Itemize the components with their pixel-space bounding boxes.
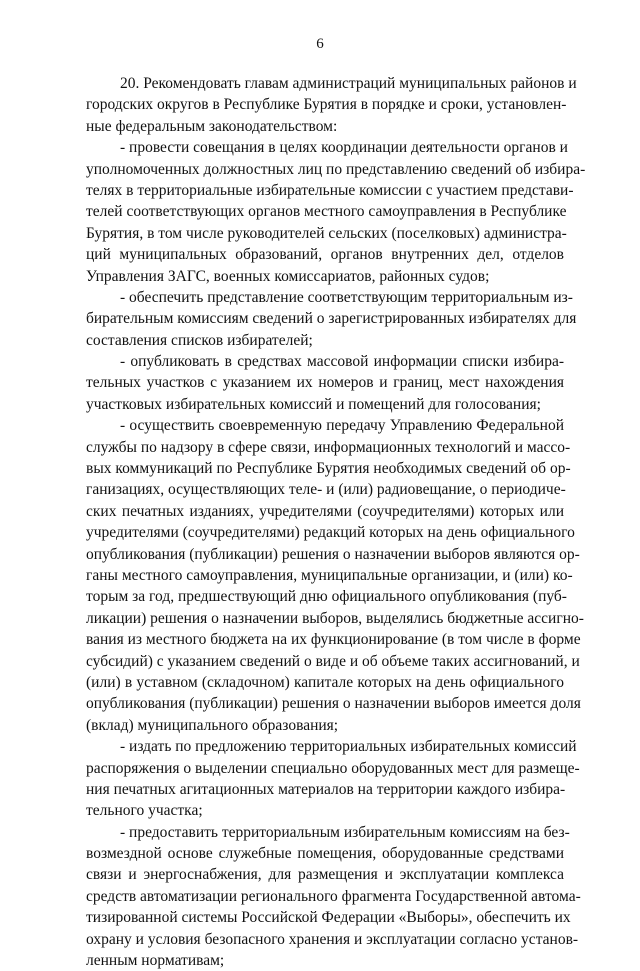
text-line: ганизациях, осуществляющих теле- и (или) радиовещание, о периодиче-	[86, 481, 566, 499]
text-line: распоряжения о выделении специально оборудованных мест для размеще-	[86, 759, 580, 777]
text-line: - предоставить территориальным избирательным комиссиям на без-	[120, 823, 570, 841]
text-line: тельного участка;	[86, 802, 203, 820]
text-line: - издать по предложению территориальных избирательных комиссий	[120, 738, 577, 756]
text-line: ликации) решения о назначении выборов, выделялись бюджетные ассигно-	[86, 609, 584, 627]
text-line: Бурятия, в том числе руководителей сельских (поселковых) администра-	[86, 224, 567, 242]
text-line: тизированной системы Российской Федерации «Выборы», обеспечить их	[86, 909, 571, 927]
text-line: Управления ЗАГС, военных комиссариатов, районных судов;	[86, 267, 490, 285]
page-number: 6	[316, 36, 324, 52]
text-line: (или) в уставном (складочном) капитале которых на день официального	[86, 673, 564, 691]
text-line: городских округов в Республике Бурятия в порядке и сроки, установлен-	[86, 96, 567, 114]
text-line: - обеспечить представление соответствующим территориальным из-	[120, 288, 573, 306]
text-line: 20. Рекомендовать главам администраций муниципальных районов и	[120, 75, 577, 92]
text-line: (вклад) муниципального образования;	[86, 716, 339, 734]
document-body	[86, 73, 586, 971]
text-line: вых коммуникаций по Республике Бурятия необходимых сведений об ор-	[86, 460, 571, 478]
text-line: - провести совещания в целях координации деятельности органов и	[120, 139, 568, 157]
text-line: субсидий) с указанием сведений о виде и об объеме таких ассигнований, и	[86, 652, 580, 670]
text-line: ные федеральным законодательством:	[86, 117, 338, 135]
text-line: телях в территориальные избирательные комиссии с участием представи-	[86, 181, 574, 199]
text-line: составления списков избирателей;	[86, 331, 313, 349]
text-line: бирательным комиссиям сведений о зарегистрированных избирателях для	[86, 310, 577, 328]
text-line: уполномоченных должностных лиц по представлению сведений об избира-	[86, 160, 586, 178]
text-line: охрану и условия безопасного хранения и эксплуатации согласно установ-	[86, 930, 579, 948]
text-line: опубликования (публикации) решения о назначении выборов являются ор-	[86, 545, 580, 563]
text-line: - осуществить своевременную передачу Управлению Федеральной	[120, 417, 564, 435]
text-line: телей соответствующих органов местного самоуправления в Республике	[86, 203, 567, 221]
text-line: торым за год, предшествующий дню официального опубликования (пуб-	[86, 588, 567, 606]
text-line: - опубликовать в средствах массовой информации списки избира-	[120, 353, 564, 371]
text-line: вания из местного бюджета на их функционирование (в том числе в форме	[86, 631, 581, 649]
text-line: связи и энергоснабжения, для размещения и эксплуатации комплекса	[86, 866, 564, 884]
text-line: опубликования (публикации) решения о назначении выборов имеется доля	[86, 695, 581, 713]
text-line: тельных участков с указанием их номеров и границ, мест нахождения	[86, 374, 564, 392]
text-line: учредителями (соучредителями) редакций которых на день официального	[86, 524, 575, 542]
text-line: ния печатных агитационных материалов на территории каждого избира-	[86, 780, 566, 798]
text-line: ских печатных изданиях, учредителями (соучредителями) которых или	[86, 502, 564, 520]
text-line: службы по надзору в сфере связи, информационных технологий и массо-	[86, 438, 571, 456]
text-line: ленным нормативам;	[86, 952, 225, 970]
text-line: ций муниципальных образований, органов внутренних дел, отделов	[86, 246, 564, 264]
text-line: средств автоматизации регионального фрагмента Государственной автома-	[86, 887, 581, 905]
text-line: участковых избирательных комиссий и помещений для голосования;	[86, 395, 541, 413]
text-line: ганы местного самоуправления, муниципальные организации, и (или) ко-	[86, 566, 573, 584]
text-line: возмездной основе служебные помещения, оборудованные средствами	[86, 845, 564, 863]
